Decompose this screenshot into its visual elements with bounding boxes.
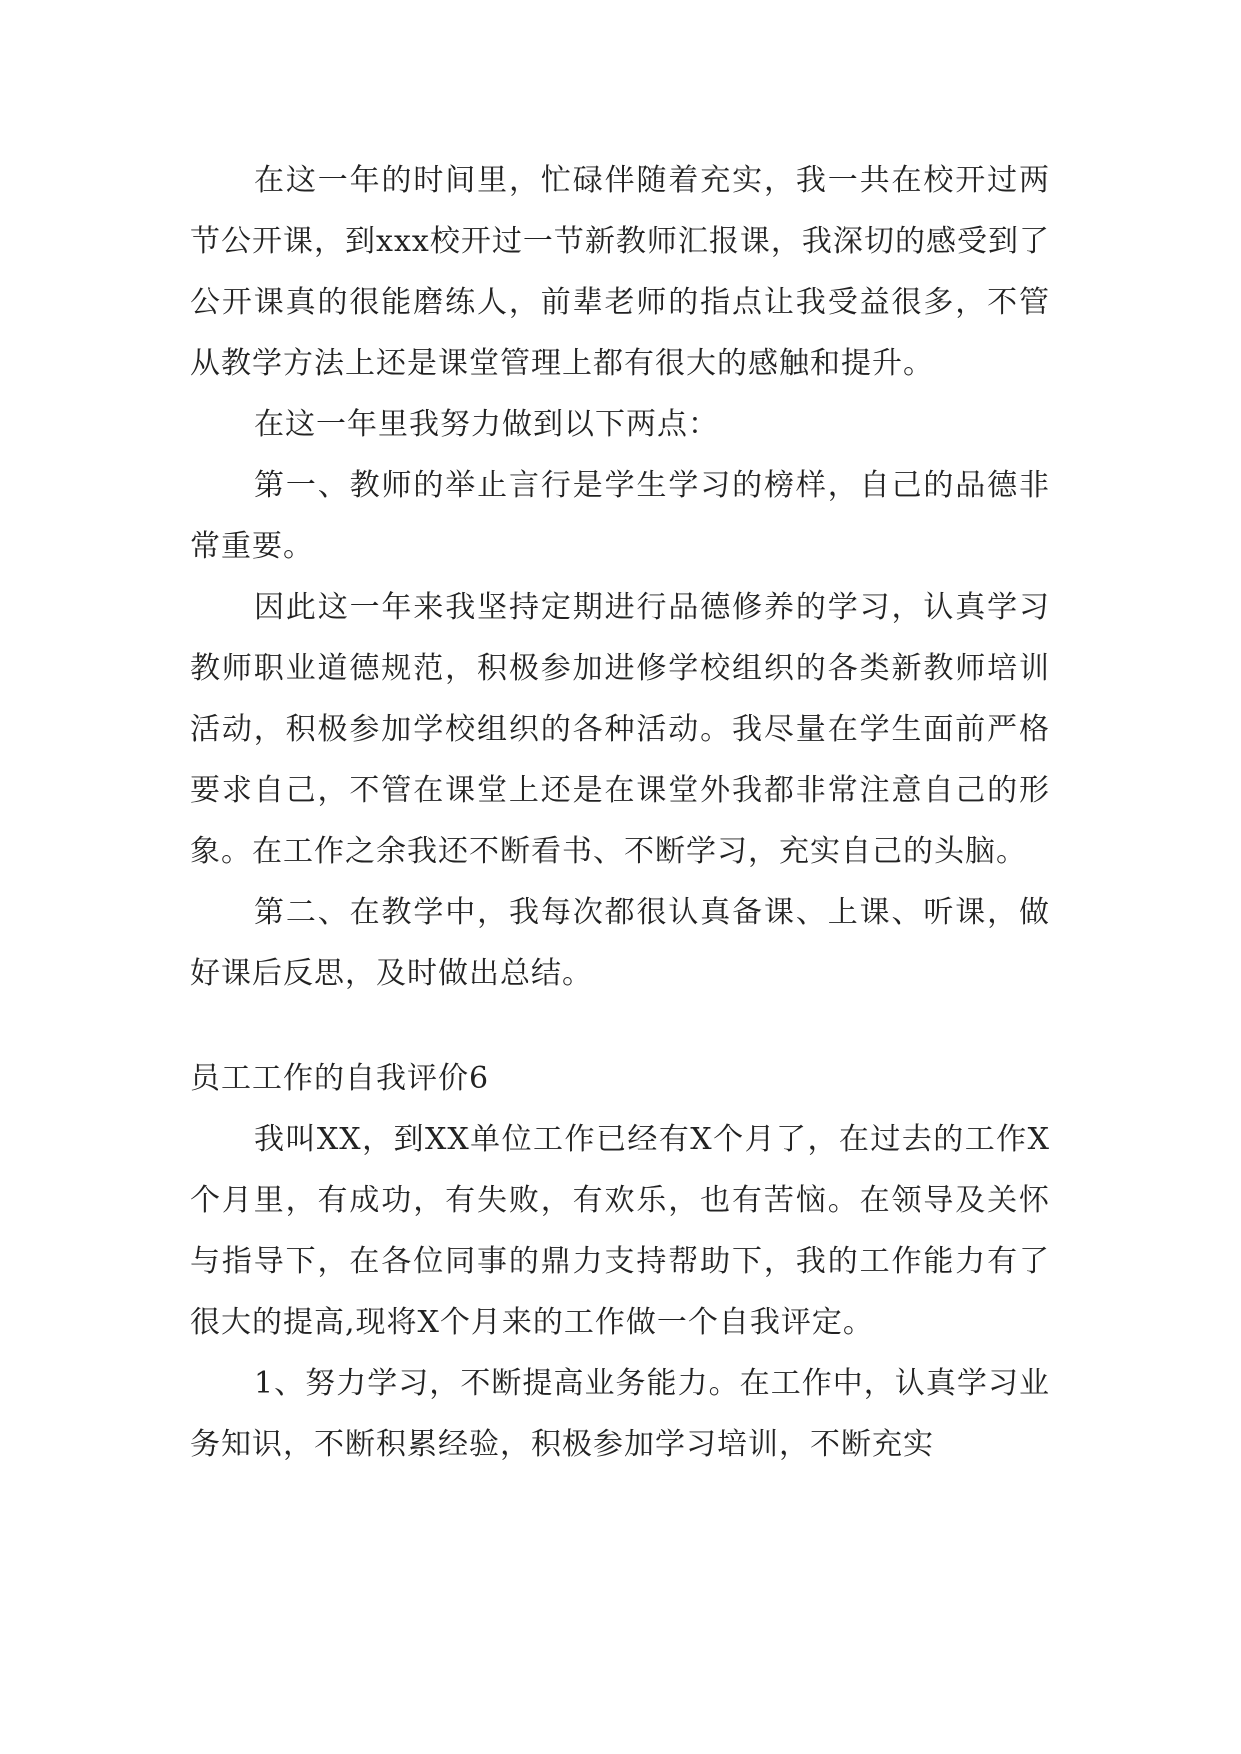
paragraph-point-two: 第二、在教学中，我每次都很认真备课、上课、听课，做好课后反思，及时做出总结。 [190, 895, 1050, 991]
paragraph-two-points-intro: 在这一年里我努力做到以下两点： [254, 407, 719, 442]
paragraph-item-one: 1、努力学习，不断提高业务能力。在工作中，认真学习业务知识，不断积累经验，积极参加学习培训，不断充实 [190, 1366, 1050, 1462]
paragraph-point-one: 第一、教师的举止言行是学生学习的榜样，自己的品德非常重要。 [190, 468, 1050, 564]
document-body [190, 150, 1050, 1475]
paragraph-open-classes: 在这一年的时间里，忙碌伴随着充实，我一共在校开过两节公开课，到xxx校开过一节新教师汇报课，我深切的感受到了公开课真的很能磨练人，前辈老师的指点让我受益很多，不管从教学方法上还是课堂管理上都有很大的感触和提升。 [190, 163, 1050, 381]
paragraph-self-intro: 我叫XX，到XX单位工作已经有X个月了，在过去的工作X个月里，有成功，有失败，有欢乐，也有苦恼。在领导及关怀与指导下，在各位同事的鼎力支持帮助下，我的工作能力有了很大的提高,现将X个月来的工作做一个自我评定。 [190, 1122, 1050, 1340]
paragraph-moral-study: 因此这一年来我坚持定期进行品德修养的学习，认真学习教师职业道德规范，积极参加进修学校组织的各类新教师培训活动，积极参加学校组织的各种活动。我尽量在学生面前严格要求自己，不管在课堂上还是在课堂外我都非常注意自己的形象。在工作之余我还不断看书、不断学习，充实自己的头脑。 [190, 590, 1050, 869]
section-title: 员工工作的自我评价6 [190, 1061, 490, 1096]
